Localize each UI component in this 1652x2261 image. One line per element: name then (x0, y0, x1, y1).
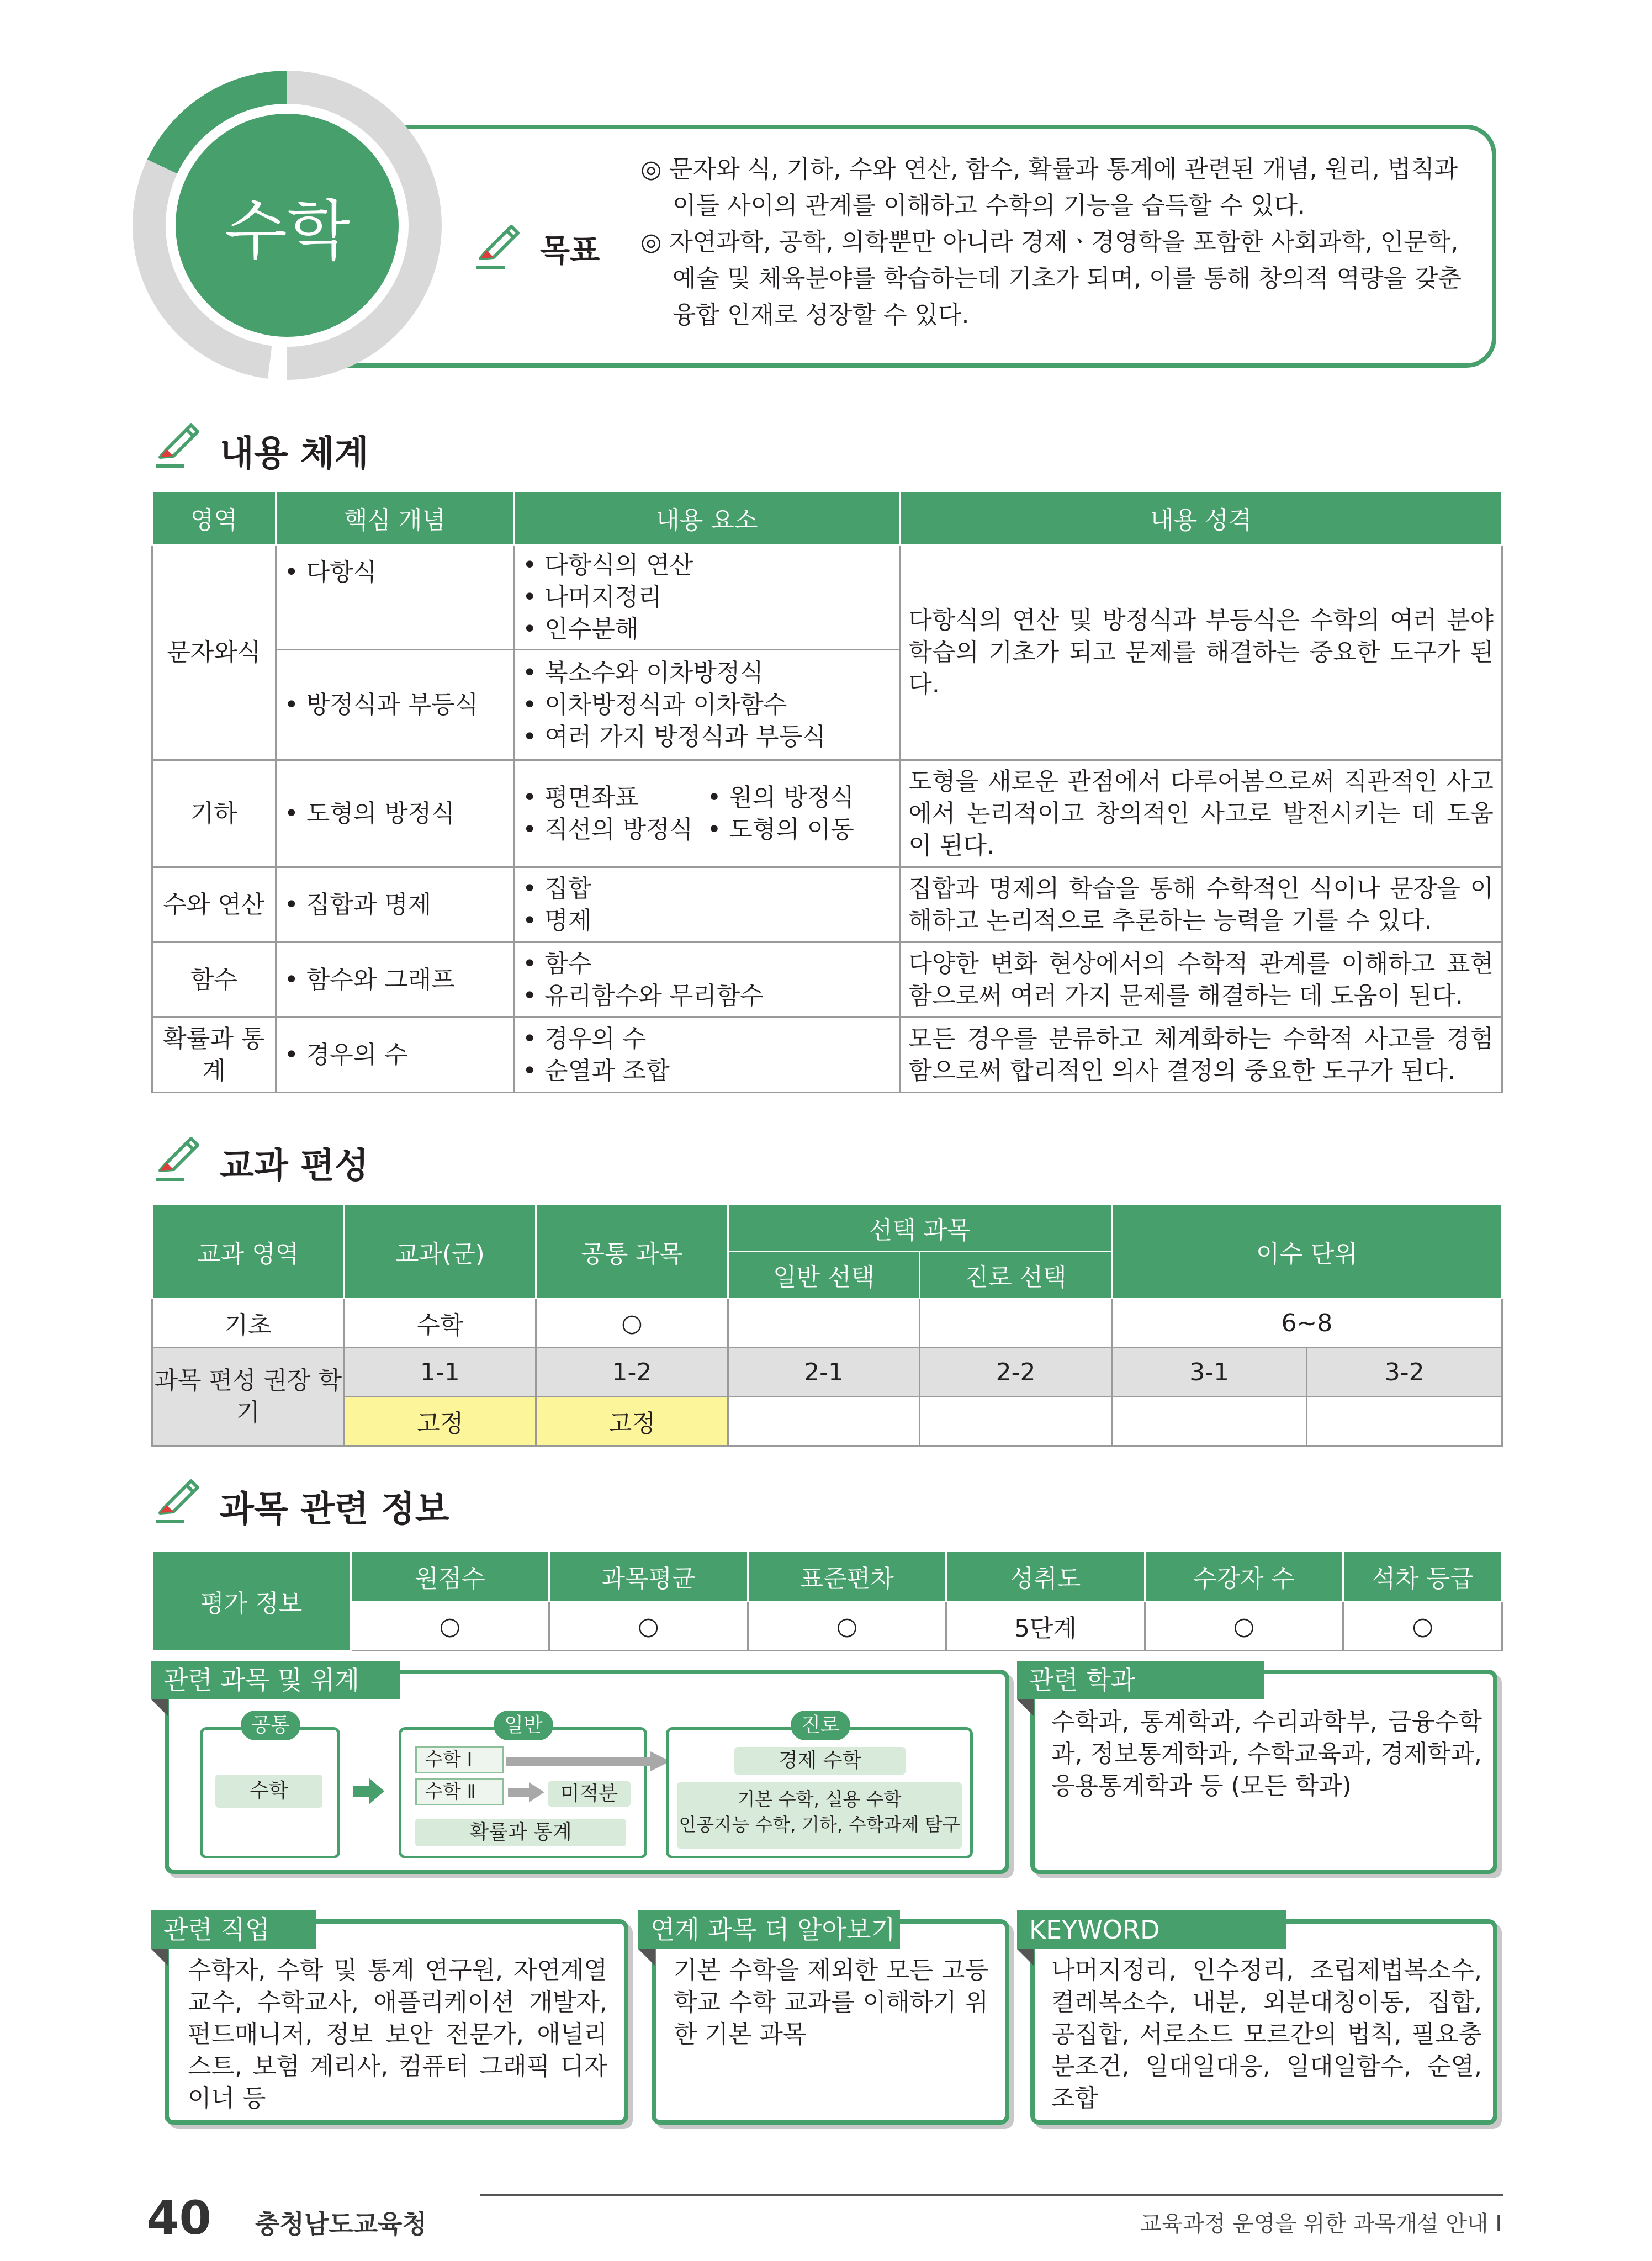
goal-item: ◎ 자연과학, 공학, 의학뿐만 아니라 경제ㆍ경영학을 포함한 사회과학, 인문학, 예술 및 체육분야를 학습하는데 기초가 되며, 이를 통해 창의적 역량을 갖춘 융합 인재로 성장할 수 있다. (640, 228, 1462, 329)
column-header: 표준편차 (748, 1552, 946, 1602)
concept-cell: • 방정식과 부등식 (276, 650, 513, 760)
semester-cell: 1-2 (536, 1348, 728, 1397)
column-header: 내용 성격 (900, 491, 1502, 545)
column-header: 영역 (152, 491, 276, 545)
subject-chip: 미적분 (548, 1781, 631, 1807)
concept-cell: • 경우의 수 (276, 1018, 513, 1093)
cell: ○ (1145, 1602, 1343, 1651)
element-item: • 경우의 수 (522, 1024, 647, 1053)
element-item: • 집합 (522, 874, 592, 903)
fixed-cell (728, 1397, 920, 1446)
subject-chip (677, 1782, 962, 1849)
area-cell: 수와 연산 (152, 867, 276, 942)
cell: ○ (536, 1299, 728, 1348)
subject-chip-line: 기본 수학, 실용 수학 (737, 1788, 902, 1810)
column-header: 원점수 (351, 1552, 549, 1602)
column-header: 핵심 개념 (276, 491, 513, 545)
area-cell: 확률과 통계 (152, 1018, 276, 1093)
cell: ○ (748, 1602, 946, 1651)
element-item: • 유리함수와 무리함수 (522, 981, 764, 1010)
table-row (152, 1602, 1502, 1651)
table-header-row (152, 491, 1502, 545)
column-header: 이수 단위 (1111, 1205, 1502, 1299)
semester-cell: 2-1 (728, 1348, 920, 1397)
related-jobs-text: 수학자, 수학 및 통계 연구원, 자연계열 교수, 수학교사, 애플리케이션 개발자, 펀드매니저, 정보 보안 전문가, 애널리스트, 보험 계리사, 컴퓨터 그래픽 디자이너 등 (188, 1956, 607, 2112)
column-header: 일반 선택 (728, 1252, 920, 1299)
elements-cell (514, 1018, 900, 1093)
pencil-icon (150, 1129, 205, 1184)
related-subjects-title: 관련 과목 및 위계 (151, 1661, 400, 1699)
semester-cell: 2-2 (920, 1348, 1112, 1397)
table-row (152, 1397, 1502, 1446)
evaluation-table (151, 1550, 1503, 1651)
element-item: • 여러 가지 방정식과 부등식 (522, 722, 826, 751)
column-header: 진로 선택 (920, 1252, 1112, 1299)
pencil-icon (150, 1471, 205, 1526)
fixed-cell (1307, 1397, 1502, 1446)
concept-cell: • 도형의 방정식 (276, 760, 513, 867)
cell: ○ (549, 1602, 748, 1651)
element-item: • 직선의 방정식 (522, 815, 693, 844)
cell (920, 1299, 1112, 1348)
subject-chip-line: 인공지능 수학, 기하, 수학과제 탐구 (679, 1814, 960, 1835)
tab-fold (1017, 1699, 1034, 1716)
pencil-icon (470, 216, 526, 272)
nature-cell: 다항식의 연산 및 방정식과 부등식은 수학의 여러 분야 학습의 기초가 되고 문제를 해결하는 중요한 도구가 된다. (900, 545, 1502, 760)
related-majors-title: 관련 학과 (1017, 1661, 1264, 1699)
common-badge: 공통 (241, 1711, 300, 1740)
tab-fold (151, 1699, 168, 1716)
table-row (152, 867, 1502, 942)
element-item: • 나머지정리 (522, 583, 662, 611)
semester-label-cell: 과목 편성 권장 학기 (152, 1348, 345, 1446)
element-item: • 다항식의 연산 (522, 550, 693, 579)
cell (728, 1299, 920, 1348)
element-item: • 이차방정식과 이차함수 (522, 690, 787, 719)
goal-item: ◎ 문자와 식, 기하, 수와 연산, 함수, 확률과 통계에 관련된 개념, 원리, 법칙과 이들 사이의 관계를 이해하고 수학의 기능을 습득할 수 있다. (640, 155, 1458, 220)
tab-fold (638, 1949, 655, 1966)
nature-cell: 집합과 명제의 학습을 통해 수학적인 식이나 문장을 이해하고 논리적으로 추론하는 능력을 기를 수 있다. (900, 867, 1502, 942)
curriculum-table (151, 1204, 1503, 1447)
table-row (152, 1299, 1502, 1348)
column-header: 석차 등급 (1343, 1552, 1502, 1602)
cell: 기초 (152, 1299, 345, 1348)
elements-cell (514, 867, 900, 942)
subject-chip: 확률과 통계 (415, 1819, 626, 1846)
column-header: 공통 과목 (536, 1205, 728, 1299)
cell: 6~8 (1111, 1299, 1502, 1348)
page-number: 40 (147, 2191, 211, 2245)
nature-cell: 다양한 변화 현상에서의 수학적 관계를 이해하고 표현함으로써 여러 가지 문제를 해결하는 데 도움이 된다. (900, 942, 1502, 1018)
keyword-title: KEYWORD (1017, 1910, 1286, 1949)
element-item: • 명제 (522, 906, 592, 935)
nature-cell: 도형을 새로운 관점에서 다루어봄으로써 직관적인 사고에서 논리적이고 창의적인 사고로 발전시키는 데 도움이 된다. (900, 760, 1502, 867)
element-item: • 함수 (522, 949, 592, 978)
tab-fold (1017, 1949, 1034, 1966)
fixed-cell: 고정 (536, 1397, 728, 1446)
table-header-row (152, 1552, 1502, 1602)
column-header: 과목평균 (549, 1552, 748, 1602)
area-cell: 함수 (152, 942, 276, 1018)
pencil-icon (150, 415, 205, 470)
element-item: • 도형의 이동 (707, 815, 854, 844)
general-badge: 일반 (494, 1711, 553, 1740)
elements-cell (514, 545, 900, 650)
eval-label: 평가 정보 (152, 1552, 351, 1651)
column-header: 교과(군) (344, 1205, 536, 1299)
arrow-right-icon (506, 1750, 671, 1772)
subject-chip: 경제 수학 (734, 1747, 906, 1775)
arrow-right-icon (351, 1775, 386, 1808)
column-header: 내용 요소 (514, 491, 900, 545)
elements-cell (514, 760, 900, 867)
cell: ○ (1343, 1602, 1502, 1651)
table-row (152, 1018, 1502, 1093)
subject-title: 수학 (176, 114, 399, 337)
subject-chip: 수학 Ⅰ (415, 1746, 504, 1773)
linked-subjects-title: 연계 과목 더 알아보기 (638, 1910, 900, 1949)
related-majors-text: 수학과, 통계학과, 수리과학부, 금융수학과, 정보통계학과, 수학교육과, 경제학과, 응용통계학과 등 (모든 학과) (1051, 1708, 1482, 1800)
semester-cell: 3-2 (1307, 1348, 1502, 1397)
table-row (152, 545, 1502, 650)
footer-guide: 교육과정 운영을 위한 과목개설 안내 Ⅰ (1140, 2211, 1502, 2237)
element-item: • 평면좌표 (522, 783, 639, 812)
elements-cell (514, 942, 900, 1018)
element-item: • 인수분해 (522, 615, 639, 643)
linked-subjects-text: 기본 수학을 제외한 모든 고등학교 수학 교과를 이해하기 위한 기본 과목 (674, 1956, 988, 2048)
area-cell: 문자와식 (152, 545, 276, 760)
footer-org: 충청남도교육청 (255, 2209, 427, 2239)
cell: 5단계 (946, 1602, 1145, 1651)
fixed-cell: 고정 (344, 1397, 536, 1446)
table-header-row (152, 1205, 1502, 1252)
subject-chip: 수학 Ⅱ (415, 1778, 504, 1805)
cell: 수학 (344, 1299, 536, 1348)
element-item: • 원의 방정식 (707, 783, 854, 812)
nature-cell: 모든 경우를 분류하고 체계화하는 수학적 사고를 경험함으로써 합리적인 의사 결정의 중요한 도구가 된다. (900, 1018, 1502, 1093)
semester-cell: 1-1 (344, 1348, 536, 1397)
fixed-cell (920, 1397, 1112, 1446)
keyword-text: 나머지정리, 인수정리, 조립제법복소수, 켤레복소수, 내분, 외분대칭이동, 집합, 공집합, 서로소드 모르간의 법칙, 필요충분조건, 일대일대응, 일대일함수, 순열, 조합 (1051, 1956, 1482, 2112)
related-jobs-title: 관련 직업 (151, 1910, 316, 1949)
column-header: 성취도 (946, 1552, 1145, 1602)
concept-cell: • 집합과 명제 (276, 867, 513, 942)
table-row (152, 942, 1502, 1018)
elements-cell (514, 650, 900, 760)
concept-cell: • 다항식 (276, 545, 513, 650)
element-item: • 순열과 조합 (522, 1056, 670, 1085)
column-header: 수강자 수 (1145, 1552, 1343, 1602)
table-row (152, 760, 1502, 867)
goal-label: 목표 (540, 233, 600, 269)
section-title-subject-info: 과목 관련 정보 (220, 1489, 449, 1530)
section-title-content: 내용 체계 (220, 433, 369, 474)
fixed-cell (1111, 1397, 1307, 1446)
column-header: 선택 과목 (728, 1205, 1111, 1252)
tab-fold (151, 1949, 168, 1966)
semester-cell: 3-1 (1111, 1348, 1307, 1397)
area-cell: 기하 (152, 760, 276, 867)
column-header: 교과 영역 (152, 1205, 345, 1299)
career-badge: 진로 (791, 1711, 850, 1740)
concept-cell: • 함수와 그래프 (276, 942, 513, 1018)
arrow-right-icon (507, 1781, 546, 1803)
subject-chip: 수학 (215, 1775, 322, 1808)
cell: ○ (351, 1602, 549, 1651)
element-item: • 복소수와 이차방정식 (522, 658, 764, 687)
footer-divider (480, 2194, 1503, 2196)
goal-list (640, 151, 1480, 333)
section-title-curriculum: 교과 편성 (220, 1146, 369, 1187)
content-system-table (151, 490, 1503, 1093)
table-row (152, 1348, 1502, 1397)
